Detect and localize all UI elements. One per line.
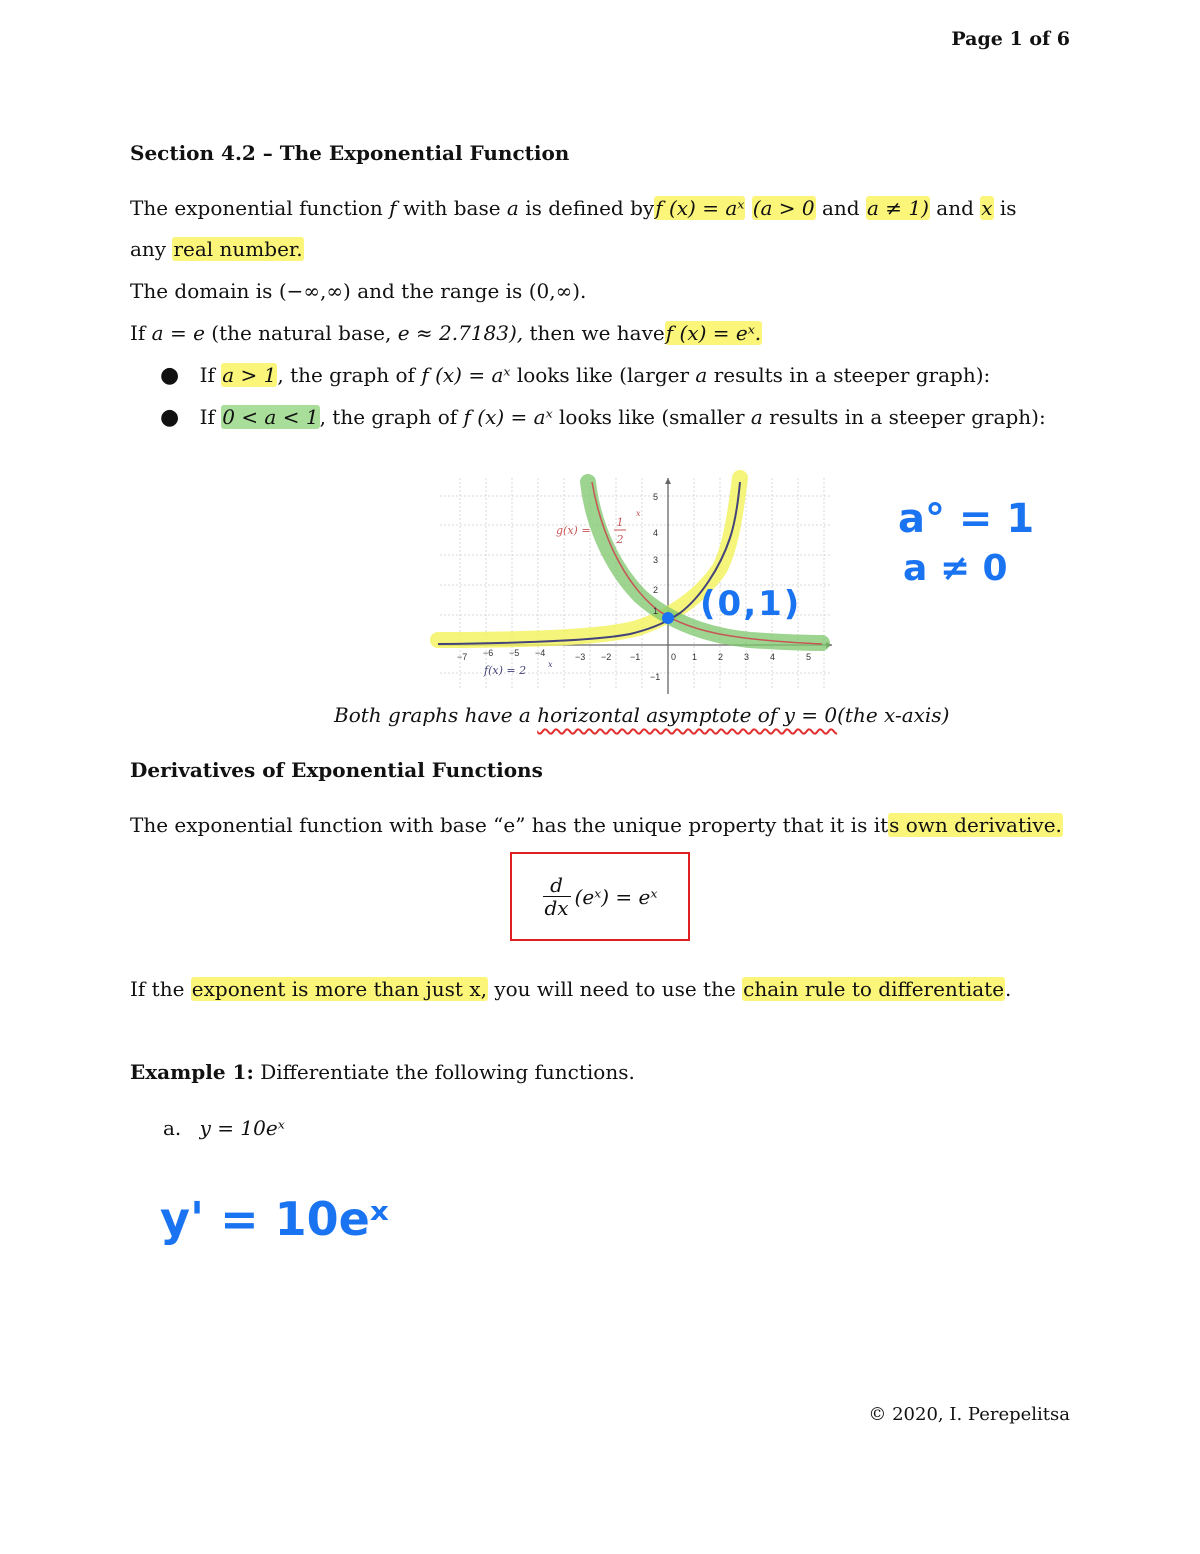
bullet-1-condition: a > 1	[222, 363, 277, 387]
section-title: Section 4.2 – The Exponential Function	[130, 141, 570, 165]
domain-value: (−∞,∞)	[278, 279, 351, 303]
bullet-2-if: If	[199, 405, 215, 429]
natural-approx: e ≈ 2.7183),	[397, 321, 524, 345]
bullet-2-post: looks like (smaller	[559, 405, 745, 429]
chain-highlight-2: chain rule to differentiate	[743, 977, 1005, 1001]
intersection-point	[662, 612, 674, 624]
x-tick: −5	[509, 648, 520, 658]
frac-num: d	[550, 873, 563, 897]
natural-formula: f (x) = eˣ.	[665, 321, 762, 345]
domain-range-line	[130, 278, 586, 304]
bullet-dot-icon: ●	[160, 363, 180, 388]
chain-rule-line	[130, 976, 1011, 1002]
x-tick: 1	[692, 652, 698, 662]
x-tick: −6	[483, 648, 494, 658]
x-tick: 4	[770, 652, 776, 662]
def-formula: f (x) = aˣ	[655, 196, 745, 220]
copyright-footer: © 2020, I. Perepelitsa	[868, 1404, 1070, 1425]
bullet-2-a: a	[750, 405, 763, 429]
chain-highlight-1: exponent is more than just x,	[191, 977, 487, 1001]
x-tick: 0	[671, 652, 677, 662]
handwritten-point-annotation: (0,1)	[700, 584, 802, 624]
domain-text: The domain is	[130, 279, 273, 303]
f-exp: x	[548, 660, 553, 669]
handwritten-note-1: a° = 1	[898, 496, 1035, 542]
def-real-number: real number.	[173, 237, 303, 261]
frac-den: dx	[544, 896, 569, 920]
derivative-formula-box	[510, 852, 690, 941]
range-text: and the range is	[357, 279, 523, 303]
def-x: x	[981, 196, 993, 220]
item-expression: y = 10eˣ	[199, 1116, 285, 1140]
exponential-graph	[430, 468, 840, 698]
bullet-dot-icon: ●	[160, 405, 180, 430]
x-tick: 3	[744, 652, 750, 662]
chain-text-1: If the	[130, 977, 185, 1001]
bullet-item-2	[160, 404, 1046, 431]
x-tick: 2	[718, 652, 724, 662]
def-condition-2: a ≠ 1)	[866, 196, 929, 220]
caption-text-1: Both graphs have a	[334, 703, 531, 727]
natural-base-line	[130, 320, 762, 346]
deriv-highlight: s own derivative.	[889, 813, 1062, 837]
example-text: Differentiate the following functions.	[260, 1060, 635, 1084]
def-f: f	[389, 196, 397, 220]
y-tick: 1	[653, 606, 659, 616]
chain-period: .	[1005, 977, 1012, 1001]
y-tick: 5	[653, 492, 659, 502]
f-label	[483, 660, 553, 677]
formula-rest: (eˣ) = eˣ	[574, 884, 658, 909]
bullet-1-post: looks like (larger	[516, 363, 690, 387]
y-tick-labels	[650, 492, 660, 682]
x-tick: −2	[601, 652, 612, 662]
bullet-2-condition: 0 < a < 1	[222, 405, 319, 429]
x-tick: −7	[457, 652, 468, 662]
def-text-5: is	[999, 196, 1017, 220]
natural-eq: a = e	[151, 321, 205, 345]
handwritten-note-2: a ≠ 0	[903, 548, 1008, 589]
example-heading	[130, 1059, 635, 1085]
bullet-1-end: results in a steeper graph):	[713, 363, 991, 387]
def-text-4: and	[936, 196, 974, 220]
bullet-item-1	[160, 362, 990, 389]
natural-then: then we have	[529, 321, 665, 345]
bullet-1-a: a	[695, 363, 708, 387]
chain-text-2: you will need to use the	[494, 977, 736, 1001]
derivatives-title: Derivatives of Exponential Functions	[130, 758, 543, 782]
y-tick: 4	[653, 528, 659, 538]
def-text-3: is defined by	[525, 196, 655, 220]
definition-line-1	[130, 195, 1017, 221]
caption-text-2: (the x-axis)	[837, 703, 950, 727]
x-tick: −4	[535, 648, 546, 658]
derivative-property-line	[130, 812, 1063, 838]
g-label-text: g(x) =	[556, 524, 591, 537]
g-exp: x	[636, 509, 641, 518]
def-text-1: The exponential function	[130, 196, 383, 220]
bullet-2-end: results in a steeper graph):	[769, 405, 1046, 429]
x-tick: 5	[806, 652, 812, 662]
x-tick-labels	[457, 648, 811, 662]
x-tick: −1	[630, 652, 641, 662]
bullet-1-if: If	[199, 363, 215, 387]
graph-caption	[334, 702, 949, 728]
def-and: and	[822, 196, 860, 220]
natural-text: (the natural base,	[211, 321, 392, 345]
f-label-text: f(x) = 2	[484, 664, 527, 677]
def-a: a	[506, 196, 519, 220]
def-text-2: with base	[402, 196, 501, 220]
y-axis-arrow-icon	[665, 478, 671, 484]
y-tick: −1	[650, 672, 661, 682]
def-line2-pre: any	[130, 237, 167, 261]
bullet-2-mid: , the graph of	[319, 405, 458, 429]
deriv-text: The exponential function with base “e” has the unique property that it is it	[130, 813, 889, 837]
domain-period: .	[580, 279, 587, 303]
natural-if: If	[130, 321, 146, 345]
definition-line-2	[130, 236, 304, 262]
g-frac-num: 1	[616, 516, 624, 529]
def-condition-1: (a > 0	[752, 196, 815, 220]
bullet-1-mid: , the graph of	[277, 363, 415, 387]
bullet-2-fx: f (x) = aˣ	[463, 405, 553, 429]
y-tick: 3	[653, 555, 659, 565]
bullet-1-fx: f (x) = aˣ	[421, 363, 511, 387]
x-tick: −3	[575, 652, 586, 662]
derivative-fraction	[543, 874, 571, 919]
g-frac-den: 2	[616, 533, 624, 546]
y-tick: 2	[653, 585, 659, 595]
example-label: Example 1:	[130, 1060, 254, 1084]
example-item-a	[163, 1115, 285, 1141]
caption-underlined: horizontal asymptote of y = 0	[537, 703, 838, 727]
page-number: Page 1 of 6	[951, 28, 1070, 50]
handwritten-answer: y' = 10eˣ	[160, 1192, 389, 1246]
item-letter: a.	[163, 1116, 182, 1140]
range-value: (0,∞)	[528, 279, 581, 303]
